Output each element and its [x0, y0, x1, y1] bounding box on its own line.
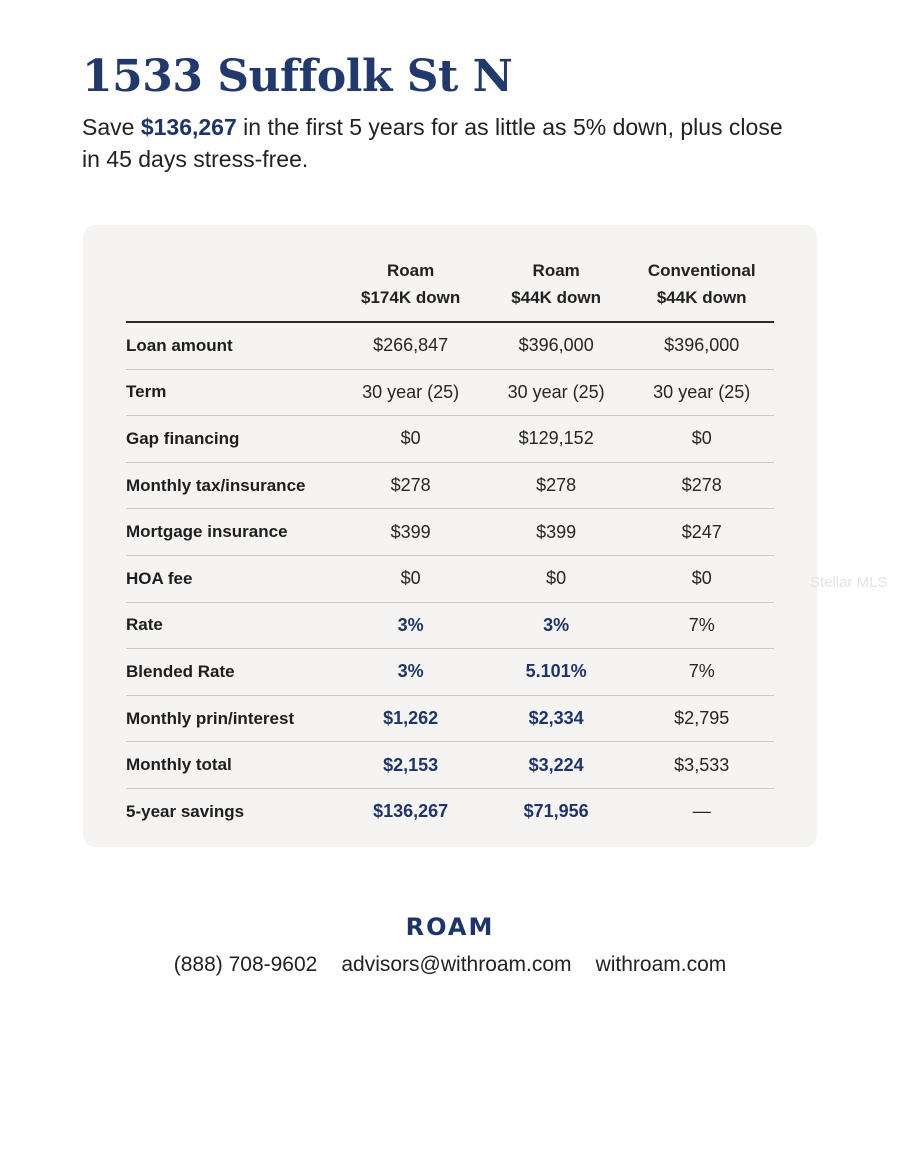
row-label: Monthly prin/interest [126, 708, 295, 728]
cell-conventional: $3,533 [674, 754, 730, 775]
cell-roam-44k: 3% [543, 614, 570, 635]
cell-conventional: $396,000 [664, 335, 740, 356]
cell-roam-44k: 5.101% [525, 661, 587, 682]
cell-conventional: $278 [681, 475, 722, 496]
cell-conventional: 7% [688, 614, 715, 635]
cell-roam-174k: $0 [400, 428, 421, 449]
cell-roam-44k: $0 [546, 568, 567, 589]
summary-suffix: in the first 5 years for as little as 5% down, plus close in 45 days stress-free. [82, 114, 783, 172]
cell-conventional: $0 [691, 568, 712, 589]
cell-conventional: $0 [691, 428, 712, 449]
header-spacer [126, 257, 338, 321]
table-row-gap-financing [126, 416, 774, 463]
cell-conventional: — [692, 801, 711, 822]
table-row-loan-amount [126, 323, 774, 370]
summary-prefix: Save [82, 114, 141, 140]
table-row-hoa-fee [126, 556, 774, 603]
header-roam-44k: Roam $44K down [511, 261, 602, 307]
cell-roam-44k: $399 [536, 521, 577, 542]
row-label: Term [126, 382, 167, 402]
savings-summary [82, 111, 802, 175]
mls-watermark: Stellar MLS [810, 574, 888, 591]
row-label: 5-year savings [126, 801, 245, 821]
cell-roam-44k: $396,000 [518, 335, 594, 356]
cell-conventional: $2,795 [674, 708, 730, 729]
table-row-monthly-prin-interest [126, 696, 774, 743]
cell-roam-44k: 30 year (25) [507, 381, 605, 402]
cell-roam-174k: 3% [397, 614, 424, 635]
cell-roam-44k: $129,152 [518, 428, 594, 449]
page-title: 1533 Suffolk St N [82, 51, 513, 102]
header-roam-174k: Roam $174K down [361, 261, 461, 307]
table-header [126, 257, 774, 323]
cell-roam-44k: $71,956 [523, 801, 589, 822]
row-label: Monthly tax/insurance [126, 475, 306, 495]
savings-amount: $136,267 [140, 114, 237, 140]
table-row-rate [126, 603, 774, 650]
table-row-monthly-total [126, 742, 774, 789]
cell-conventional: $247 [681, 521, 722, 542]
email-address[interactable]: advisors@withroam.com [341, 953, 572, 976]
cell-roam-174k: 30 year (25) [362, 381, 460, 402]
cell-roam-174k: 3% [397, 661, 424, 682]
cell-roam-174k: $399 [390, 521, 431, 542]
row-label: Mortgage insurance [126, 522, 288, 542]
table-row-mortgage-insurance [126, 509, 774, 556]
phone-number[interactable]: (888) 708-9602 [173, 953, 318, 976]
cell-roam-174k: $0 [400, 568, 421, 589]
contact-info [0, 953, 900, 977]
cell-conventional: 7% [688, 661, 715, 682]
cell-roam-44k: $278 [536, 475, 577, 496]
row-label: Rate [126, 615, 163, 635]
row-label: Gap financing [126, 428, 240, 448]
table-row-blended-rate [126, 649, 774, 696]
website-link[interactable]: withroam.com [595, 953, 727, 976]
cell-roam-44k: $2,334 [528, 708, 584, 729]
cell-roam-174k: $278 [390, 475, 431, 496]
comparison-table [126, 257, 774, 835]
row-label: Blended Rate [126, 661, 235, 681]
row-label: Loan amount [126, 335, 233, 355]
roam-logo: ROAM [405, 913, 495, 941]
row-label: HOA fee [126, 568, 193, 588]
table-row-5-year-savings [126, 789, 774, 835]
row-label: Monthly total [126, 755, 232, 775]
cell-conventional: 30 year (25) [653, 381, 751, 402]
cell-roam-174k: $266,847 [373, 335, 449, 356]
cell-roam-174k: $136,267 [373, 801, 449, 822]
table-row-monthly-tax-insurance [126, 463, 774, 510]
cell-roam-44k: $3,224 [528, 754, 584, 775]
cell-roam-174k: $2,153 [383, 754, 439, 775]
comparison-card [83, 225, 817, 847]
cell-roam-174k: $1,262 [383, 708, 439, 729]
table-row-term [126, 370, 774, 417]
header-conventional-44k: Conventional $44K down [647, 261, 756, 307]
